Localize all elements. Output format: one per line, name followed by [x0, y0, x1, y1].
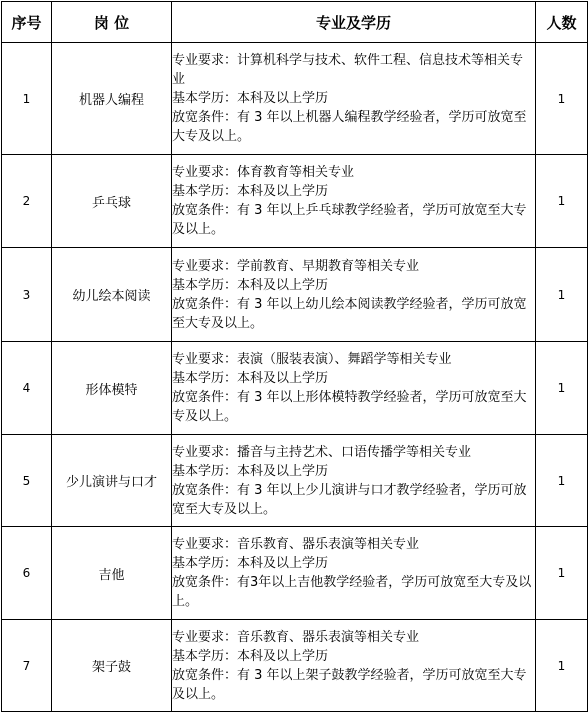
requirements-cell	[172, 527, 536, 620]
table-row	[2, 342, 588, 435]
degree-requirement: 基本学历：本科及以上学历	[172, 184, 329, 199]
relaxed-condition: 放宽条件：有 3 年以上形体模特教学经验者，学历可放宽至大专及以上。	[172, 390, 527, 424]
table-row	[2, 435, 588, 527]
degree-requirement: 基本学历：本科及以上学历	[172, 463, 329, 479]
position-name: 机器人编程	[52, 43, 172, 155]
position-name: 吉他	[52, 527, 172, 620]
row-index: 3	[2, 248, 52, 342]
table-row	[2, 43, 588, 155]
relaxed-condition: 放宽条件：有 3 年以上机器人编程教学经验者，学历可放宽至大专及以上。	[172, 110, 527, 144]
headcount: 1	[536, 527, 588, 620]
headcount: 1	[536, 155, 588, 248]
degree-requirement: 基本学历：本科及以上学历	[172, 648, 329, 664]
requirements-cell	[172, 342, 536, 435]
header-row	[2, 2, 588, 43]
header-position: 岗 位	[52, 2, 172, 43]
relaxed-condition: 放宽条件：有 3 年以上架子鼓教学经验者，学历可放宽至大专及以上。	[172, 667, 527, 702]
row-index: 4	[2, 342, 52, 435]
headcount: 1	[536, 248, 588, 342]
headcount: 1	[536, 435, 588, 527]
requirements-cell	[172, 620, 536, 712]
major-requirement: 专业要求：表演（服装表演）、舞蹈学等相关专业	[172, 352, 452, 367]
relaxed-condition: 放宽条件：有 3 年以上幼儿绘本阅读教学经验者，学历可放宽至大专及以上。	[172, 296, 527, 331]
row-index: 7	[2, 620, 52, 712]
positions-table	[1, 1, 588, 712]
header-count: 人数	[536, 2, 588, 43]
headcount: 1	[536, 342, 588, 435]
table-row	[2, 527, 588, 620]
row-index: 6	[2, 527, 52, 620]
position-name: 少儿演讲与口才	[52, 435, 172, 527]
row-index: 2	[2, 155, 52, 248]
table-row	[2, 620, 588, 712]
headcount: 1	[536, 43, 588, 155]
position-name: 架子鼓	[52, 620, 172, 712]
row-index: 1	[2, 43, 52, 155]
requirements-cell	[172, 435, 536, 527]
headcount: 1	[536, 620, 588, 712]
position-name: 乒乓球	[52, 155, 172, 248]
relaxed-condition: 放宽条件：有3年以上吉他教学经验者，学历可放宽至大专及以上。	[172, 575, 532, 609]
major-requirement: 专业要求：体育教育等相关专业	[172, 165, 355, 180]
requirements-cell	[172, 248, 536, 342]
header-index: 序号	[2, 2, 52, 43]
major-requirement: 专业要求：播音与主持艺术、口语传播学等相关专业	[172, 444, 472, 460]
position-name: 形体模特	[52, 342, 172, 435]
header-requirements: 专业及学历	[172, 2, 536, 43]
major-requirement: 专业要求：计算机科学与技术、软件工程、信息技术等相关专业	[172, 53, 524, 87]
major-requirement: 专业要求：学前教育、早期教育等相关专业	[172, 258, 420, 274]
requirements-cell	[172, 43, 536, 155]
relaxed-condition: 放宽条件：有 3 年以上乒乓球教学经验者，学历可放宽至大专及以上。	[172, 203, 527, 237]
degree-requirement: 基本学历：本科及以上学历	[172, 371, 329, 386]
row-index: 5	[2, 435, 52, 527]
position-name: 幼儿绘本阅读	[52, 248, 172, 342]
requirements-cell	[172, 155, 536, 248]
table-row	[2, 248, 588, 342]
table-row	[2, 155, 588, 248]
degree-requirement: 基本学历：本科及以上学历	[172, 556, 329, 571]
degree-requirement: 基本学历：本科及以上学历	[172, 277, 329, 293]
relaxed-condition: 放宽条件：有 3 年以上少儿演讲与口才教学经验者，学历可放宽至大专及以上。	[172, 482, 527, 517]
degree-requirement: 基本学历：本科及以上学历	[172, 91, 329, 106]
major-requirement: 专业要求：音乐教育、器乐表演等相关专业	[172, 537, 420, 552]
major-requirement: 专业要求：音乐教育、器乐表演等相关专业	[172, 629, 420, 645]
